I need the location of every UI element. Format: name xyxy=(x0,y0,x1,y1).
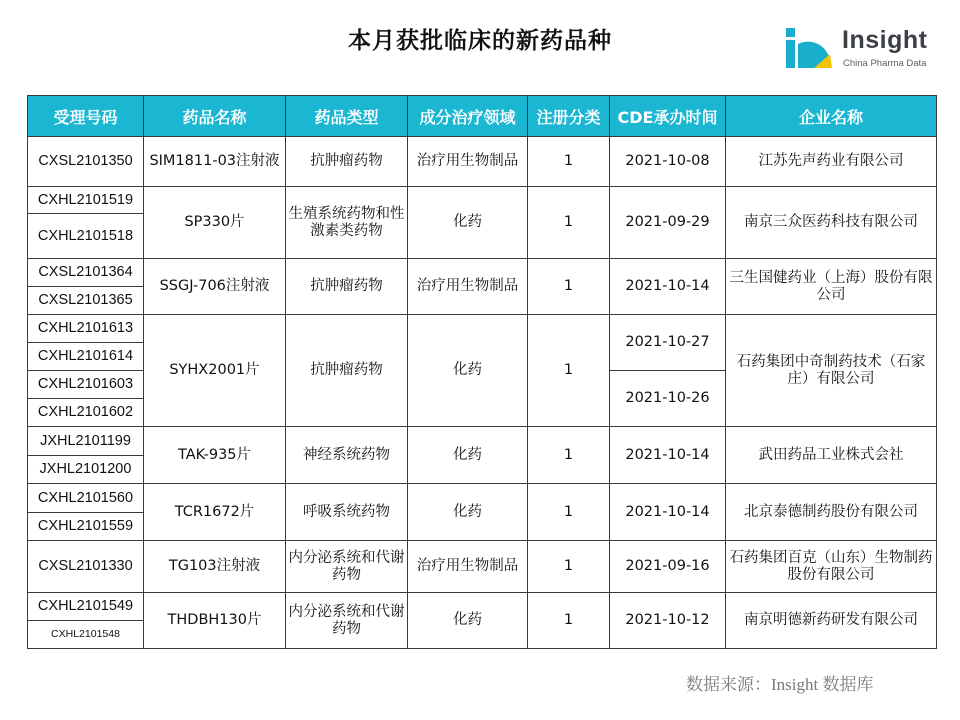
drug-name: TG103注射液 xyxy=(144,541,286,593)
registration-class: 1 xyxy=(528,137,610,187)
insight-logo xyxy=(786,20,936,76)
table-row xyxy=(28,259,937,287)
header-acceptance-no: 受理号码 xyxy=(28,96,144,137)
therapeutic-area: 治疗用生物制品 xyxy=(408,137,528,187)
table-row xyxy=(28,137,937,187)
cde-date: 2021-10-27 xyxy=(610,315,726,371)
company-name: 北京泰德制药股份有限公司 xyxy=(726,484,937,541)
acceptance-no: CXHL2101602 xyxy=(28,399,144,427)
acceptance-no: CXHL2101548 xyxy=(28,621,144,649)
drug-type: 内分泌系统和代谢药物 xyxy=(286,541,408,593)
acceptance-no: CXHL2101614 xyxy=(28,343,144,371)
acceptance-no: CXHL2101560 xyxy=(28,484,144,513)
therapeutic-area: 化药 xyxy=(408,484,528,541)
therapeutic-area: 化药 xyxy=(408,187,528,259)
header-drug-type: 药品类型 xyxy=(286,96,408,137)
drug-type: 呼吸系统药物 xyxy=(286,484,408,541)
registration-class: 1 xyxy=(528,484,610,541)
cde-date: 2021-10-14 xyxy=(610,427,726,484)
therapeutic-area: 治疗用生物制品 xyxy=(408,259,528,315)
cde-date: 2021-10-12 xyxy=(610,593,726,649)
header-cde-date: CDE承办时间 xyxy=(610,96,726,137)
cde-date: 2021-10-14 xyxy=(610,484,726,541)
cde-date: 2021-09-29 xyxy=(610,187,726,259)
drug-name: SYHX2001片 xyxy=(144,315,286,427)
cde-date: 2021-10-26 xyxy=(610,371,726,427)
table-row xyxy=(28,541,937,593)
acceptance-no: CXHL2101613 xyxy=(28,315,144,343)
acceptance-no: CXSL2101365 xyxy=(28,287,144,315)
drug-type: 抗肿瘤药物 xyxy=(286,315,408,427)
company-name: 南京明德新药研发有限公司 xyxy=(726,593,937,649)
header-drug-name: 药品名称 xyxy=(144,96,286,137)
acceptance-no: CXHL2101559 xyxy=(28,513,144,541)
acceptance-no: CXHL2101519 xyxy=(28,187,144,214)
registration-class: 1 xyxy=(528,427,610,484)
drug-type: 神经系统药物 xyxy=(286,427,408,484)
registration-class: 1 xyxy=(528,593,610,649)
acceptance-no: CXSL2101330 xyxy=(28,541,144,593)
registration-class: 1 xyxy=(528,187,610,259)
drug-type: 内分泌系统和代谢药物 xyxy=(286,593,408,649)
company-name: 武田药品工业株式会社 xyxy=(726,427,937,484)
logo-subtitle: China Pharma Data xyxy=(843,58,927,69)
registration-class: 1 xyxy=(528,259,610,315)
drug-name: TCR1672片 xyxy=(144,484,286,541)
company-name: 石药集团百克（山东）生物制药股份有限公司 xyxy=(726,541,937,593)
insight-logo-icon xyxy=(786,24,836,72)
acceptance-no: CXSL2101364 xyxy=(28,259,144,287)
acceptance-no: CXHL2101549 xyxy=(28,593,144,621)
table-row xyxy=(28,315,937,343)
company-name: 南京三众医药科技有限公司 xyxy=(726,187,937,259)
acceptance-no: CXHL2101603 xyxy=(28,371,144,399)
registration-class: 1 xyxy=(528,315,610,427)
drug-name: SP330片 xyxy=(144,187,286,259)
acceptance-no: CXSL2101350 xyxy=(28,137,144,187)
approval-table xyxy=(27,95,937,649)
acceptance-no: CXHL2101518 xyxy=(28,214,144,259)
therapeutic-area: 化药 xyxy=(408,593,528,649)
registration-class: 1 xyxy=(528,541,610,593)
company-name: 石药集团中奇制药技术（石家庄）有限公司 xyxy=(726,315,937,427)
table-header-row xyxy=(28,96,937,137)
drug-type: 抗肿瘤药物 xyxy=(286,137,408,187)
company-name: 江苏先声药业有限公司 xyxy=(726,137,937,187)
data-source-note: 数据来源：Insight 数据库 xyxy=(686,675,874,694)
acceptance-no: JXHL2101200 xyxy=(28,456,144,484)
table-row xyxy=(28,187,937,214)
drug-type: 抗肿瘤药物 xyxy=(286,259,408,315)
header-registration-class: 注册分类 xyxy=(528,96,610,137)
therapeutic-area: 化药 xyxy=(408,427,528,484)
header-company: 企业名称 xyxy=(726,96,937,137)
drug-name: TAK-935片 xyxy=(144,427,286,484)
table-row xyxy=(28,427,937,456)
cde-date: 2021-10-14 xyxy=(610,259,726,315)
cde-date: 2021-10-08 xyxy=(610,137,726,187)
cde-date: 2021-09-16 xyxy=(610,541,726,593)
company-name: 三生国健药业（上海）股份有限公司 xyxy=(726,259,937,315)
header-therapeutic-area: 成分治疗领域 xyxy=(408,96,528,137)
logo-name: Insight xyxy=(842,26,928,54)
drug-type: 生殖系统药物和性激素类药物 xyxy=(286,187,408,259)
drug-name: SSGJ-706注射液 xyxy=(144,259,286,315)
table-row xyxy=(28,484,937,513)
drug-name: THDBH130片 xyxy=(144,593,286,649)
therapeutic-area: 治疗用生物制品 xyxy=(408,541,528,593)
page-title: 本月获批临床的新药品种 xyxy=(348,28,612,54)
acceptance-no: JXHL2101199 xyxy=(28,427,144,456)
therapeutic-area: 化药 xyxy=(408,315,528,427)
drug-name: SIM1811-03注射液 xyxy=(144,137,286,187)
table-row xyxy=(28,593,937,621)
